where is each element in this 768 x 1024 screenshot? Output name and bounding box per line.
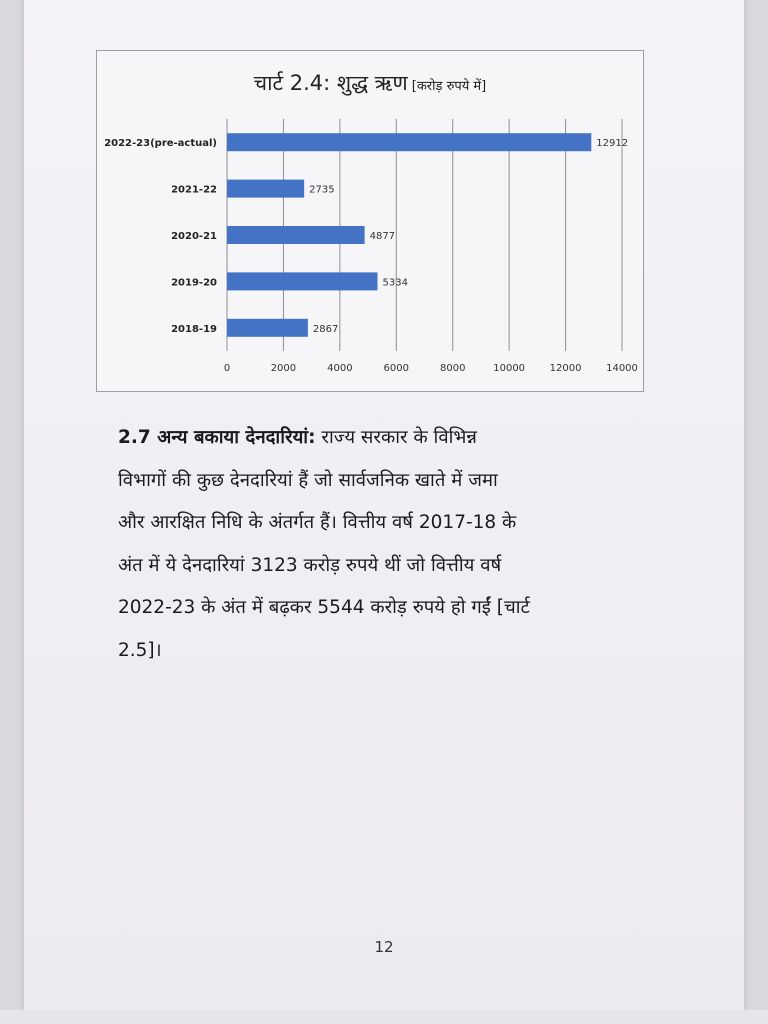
x-tick-label-6000: 6000 <box>383 363 410 374</box>
paragraph-other-liabilities <box>118 417 618 672</box>
bar-2019-20 <box>227 272 377 290</box>
bar-2018-19 <box>227 319 308 337</box>
chart-title-unit: [करोड़ रुपये में] <box>411 79 487 94</box>
value-label-2021-22: 2735 <box>309 184 335 196</box>
paragraph-line-3: और आरक्षित निधि के अंतर्गत हैं। वित्तीय वर्ष 2017-18 के <box>118 512 517 533</box>
x-tick-label-0: 0 <box>223 363 231 374</box>
x-tick-label-12000: 12000 <box>549 363 582 374</box>
paragraph-text-1: राज्य सरकार के विभिन्न <box>315 427 477 448</box>
x-tick-label-10000: 10000 <box>493 363 526 374</box>
x-tick-label-4000: 4000 <box>327 363 353 374</box>
paragraph-line-5: 2022-23 के अंत में बढ़कर 5544 करोड़ रुपये हो गईं [चार्ट <box>118 597 530 618</box>
category-label-2019-20: 2019-20 <box>171 277 217 289</box>
paragraph-line-6: 2.5]। <box>118 639 162 661</box>
value-label-2020-21: 4877 <box>369 231 396 242</box>
page-number: 12 <box>374 938 394 956</box>
category-label-2021-22: 2021-22 <box>171 184 217 196</box>
x-tick-label-8000: 8000 <box>439 363 466 374</box>
x-tick-label-2000: 2000 <box>270 363 297 374</box>
value-label-2018-19: 2867 <box>312 323 339 335</box>
chart-net-debt <box>96 50 644 392</box>
category-label-2018-19: 2018-19 <box>171 323 217 335</box>
paragraph-line-2: विभागों की कुछ देनदारियां हैं जो सार्वजनिक खाते में जमा <box>118 469 498 491</box>
paragraph-line-4: अंत में ये देनदारियां 3123 करोड़ रुपये थीं जो वित्तीय वर्ष <box>118 554 502 576</box>
category-label-2020-21: 2020-21 <box>171 231 217 242</box>
value-label-2022-23(pre-actual): 12912 <box>596 138 629 150</box>
bar-2020-21 <box>227 226 365 244</box>
bar-2022-23(pre-actual) <box>227 133 591 151</box>
x-tick-label-14000: 14000 <box>606 363 638 374</box>
bottom-strip <box>0 1010 768 1024</box>
chart-svg <box>97 51 643 391</box>
bar-2021-22 <box>227 180 304 198</box>
paragraph-line-1 <box>118 417 618 460</box>
value-label-2019-20: 5334 <box>382 277 408 289</box>
category-label-2022-23(pre-actual): 2022-23(pre-actual) <box>104 138 217 150</box>
section-heading: 2.7 अन्य बकाया देनदारियां: <box>118 427 316 448</box>
chart-title-text: चार्ट 2.4: शुद्ध ऋण <box>253 71 408 95</box>
